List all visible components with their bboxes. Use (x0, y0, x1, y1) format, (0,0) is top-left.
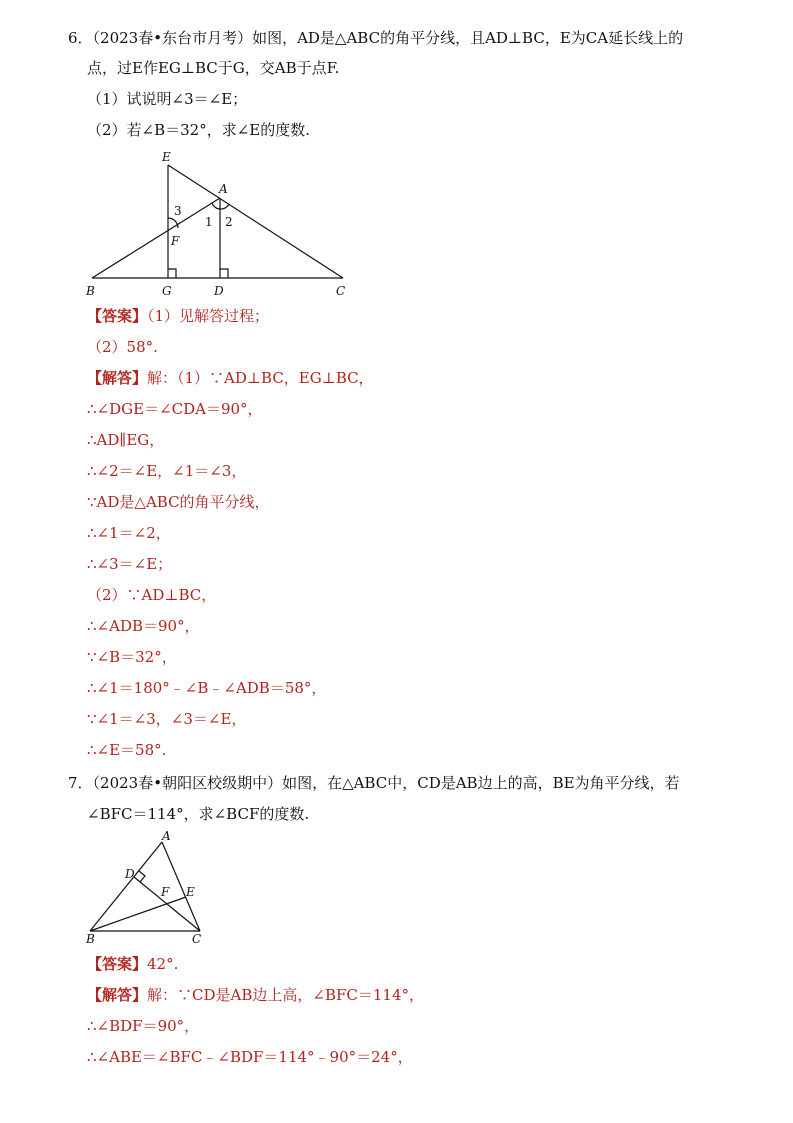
label-A: A (162, 829, 171, 843)
problem6-solution-line1: ∴∠DGE＝∠CDA＝90°， (87, 400, 263, 418)
problem7-solution-tag: 【解答】 (87, 986, 148, 1004)
problem6-answer1: （1）见解答过程； (147, 307, 270, 325)
segment-BA (92, 198, 220, 278)
label-E: E (186, 885, 195, 899)
problem6-solution-line6: ∴∠3＝∠E； (87, 555, 173, 573)
problem6-solution-line11: ∵∠1＝∠3，∠3＝∠E， (87, 710, 247, 728)
label-C: C (336, 284, 346, 298)
problem6-solution-line9: ∵∠B＝32°， (87, 648, 177, 666)
problem6-answer2: （2）58°. (87, 338, 158, 356)
problem6-figure (80, 145, 370, 305)
right-angle-mark-D (220, 269, 228, 278)
problem6-solution-line0 (87, 368, 374, 388)
problem7-stem-line1: 7．（2023春•朝阳区校级期中）如图，在△ABC中，CD是AB边上的高，BE为角平分线，若 (68, 774, 680, 792)
right-angle-mark-G (168, 269, 176, 278)
problem7-answer: 42°. (147, 955, 179, 973)
segment-EC (168, 165, 343, 278)
angle-arc-2 (220, 204, 229, 209)
label-C: C (192, 932, 202, 946)
right-angle-mark-D (139, 871, 145, 882)
angle-arc-1 (212, 203, 220, 209)
problem6-solution-line5: ∴∠1＝∠2， (87, 524, 171, 542)
problem6-stem-line1: 6．（2023春•东台市月考）如图，AD是△ABC的角平分线，且AD⊥BC，E为CA延长线上的 (68, 29, 684, 47)
problem6-solution-line10: ∴∠1＝180°﹣∠B﹣∠ADB＝58°， (87, 679, 327, 697)
problem6-part1: （1）试说明∠3＝∠E； (87, 90, 248, 108)
label-G: G (162, 284, 172, 298)
problem6-solution-line3: ∴∠2＝∠E，∠1＝∠3， (87, 462, 247, 480)
problem6-solution-tag: 【解答】 (87, 369, 148, 387)
solution-text: 解：（1）∵AD⊥BC，EG⊥BC， (147, 369, 374, 387)
label-angle-3: 3 (174, 204, 182, 218)
problem7-figure (80, 828, 220, 948)
label-F: F (161, 885, 170, 899)
problem6-answer-tag: 【答案】 (87, 307, 148, 325)
problem6-solution-line4: ∵AD是△ABC的角平分线， (87, 493, 270, 511)
problem7-stem-line2: ∠BFC＝114°，求∠BCF的度数. (87, 805, 310, 823)
solution-text: 解：∵CD是AB边上高，∠BFC＝114°， (147, 986, 424, 1004)
label-angle-2: 2 (225, 215, 233, 229)
label-F: F (171, 234, 180, 248)
problem7-answer-line (87, 954, 178, 974)
label-E: E (162, 150, 171, 164)
label-A: A (219, 182, 228, 196)
label-D: D (125, 867, 135, 881)
label-angle-1: 1 (205, 215, 213, 229)
problem6-solution-line2: ∴AD∥EG， (87, 431, 165, 449)
problem7-solution-line0 (87, 985, 424, 1005)
problem6-part2: （2）若∠B＝32°，求∠E的度数. (87, 121, 311, 139)
problem6-stem-line2: 点，过E作EG⊥BC于G，交AB于点F. (87, 59, 340, 77)
problem7-solution-line2: ∴∠ABE＝∠BFC﹣∠BDF＝114°﹣90°＝24°， (87, 1048, 413, 1066)
problem7-solution-line1: ∴∠BDF＝90°， (87, 1017, 200, 1035)
angle-arc-3 (168, 218, 178, 228)
label-B: B (86, 932, 95, 946)
problem7-answer-tag: 【答案】 (87, 955, 148, 973)
problem6-solution-line8: ∴∠ADB＝90°， (87, 617, 200, 635)
problem6-solution-line12: ∴∠E＝58°. (87, 741, 167, 759)
label-D: D (214, 284, 224, 298)
problem6-answer-line1 (87, 306, 269, 326)
problem6-solution-line7: （2）∵AD⊥BC， (87, 586, 217, 604)
label-B: B (86, 284, 95, 298)
